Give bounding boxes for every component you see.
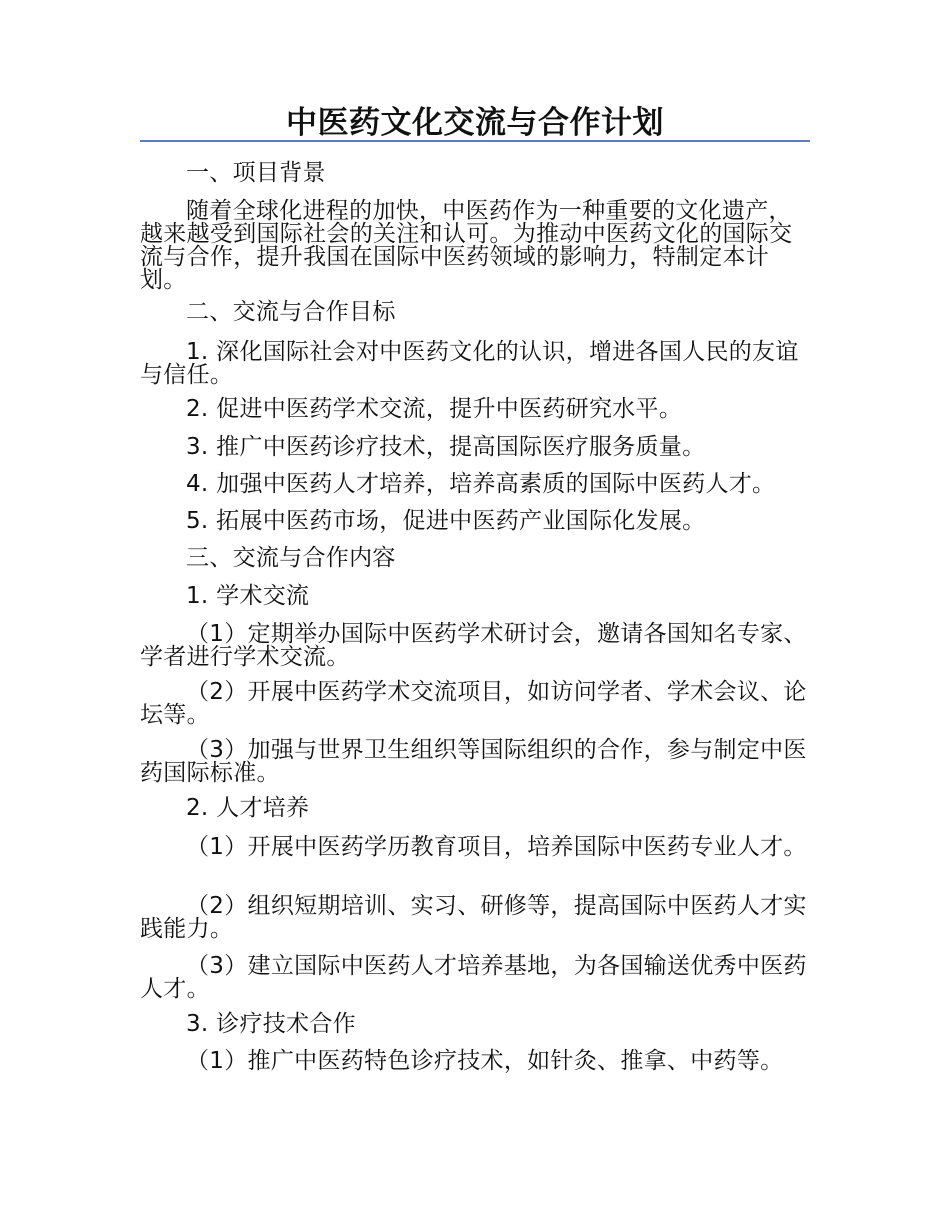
section-heading: 一、项目背景 xyxy=(186,160,326,186)
subsection-heading: 2. 人才培养 xyxy=(186,795,310,821)
list-item: 3. 推广中医药诊疗技术，提高国际医疗服务质量。 xyxy=(186,434,706,460)
list-item: （1）定期举办国际中医药学术研讨会，邀请各国知名专家、学者进行学术交流。 xyxy=(140,621,807,670)
list-item: （3）建立国际中医药人才培养基地，为各国输送优秀中医药人才。 xyxy=(140,953,807,1002)
list-item: 5. 拓展中医药市场，促进中医药产业国际化发展。 xyxy=(186,508,706,534)
list-item: 4. 加强中医药人才培养，培养高素质的国际中医药人才。 xyxy=(186,471,776,497)
list-item: 2. 促进中医药学术交流，提升中医药研究水平。 xyxy=(186,396,683,422)
subsection-heading: 3. 诊疗技术合作 xyxy=(186,1011,356,1037)
list-item: （2）组织短期培训、实习、研修等，提高国际中医药人才实践能力。 xyxy=(140,893,807,942)
list-item: （3）加强与世界卫生组织等国际组织的合作，参与制定中医药国际标准。 xyxy=(140,737,807,786)
list-item: （1）开展中医药学历教育项目，培养国际中医药专业人才。 xyxy=(186,834,807,860)
section-heading: 二、交流与合作目标 xyxy=(186,299,396,325)
list-item: 1. 深化国际社会对中医药文化的认识，增进各国人民的友谊与信任。 xyxy=(140,339,799,388)
paragraph: 随着全球化进程的加快，中医药作为一种重要的文化遗产，越来越受到国际社会的关注和认可。为推动中医药文化的国际交流与合作，提升我国在国际中医药领域的影响力，特制定本计划。 xyxy=(140,198,793,293)
subsection-heading: 1. 学术交流 xyxy=(186,583,310,609)
section-heading: 三、交流与合作内容 xyxy=(186,545,396,571)
list-item: （1）推广中医药特色诊疗技术，如针灸、推拿、中药等。 xyxy=(186,1048,784,1074)
title-underline xyxy=(140,140,810,142)
document-title: 中医药文化交流与合作计划 xyxy=(286,105,664,141)
list-item: （2）开展中医药学术交流项目，如访问学者、学术会议、论坛等。 xyxy=(140,679,807,728)
